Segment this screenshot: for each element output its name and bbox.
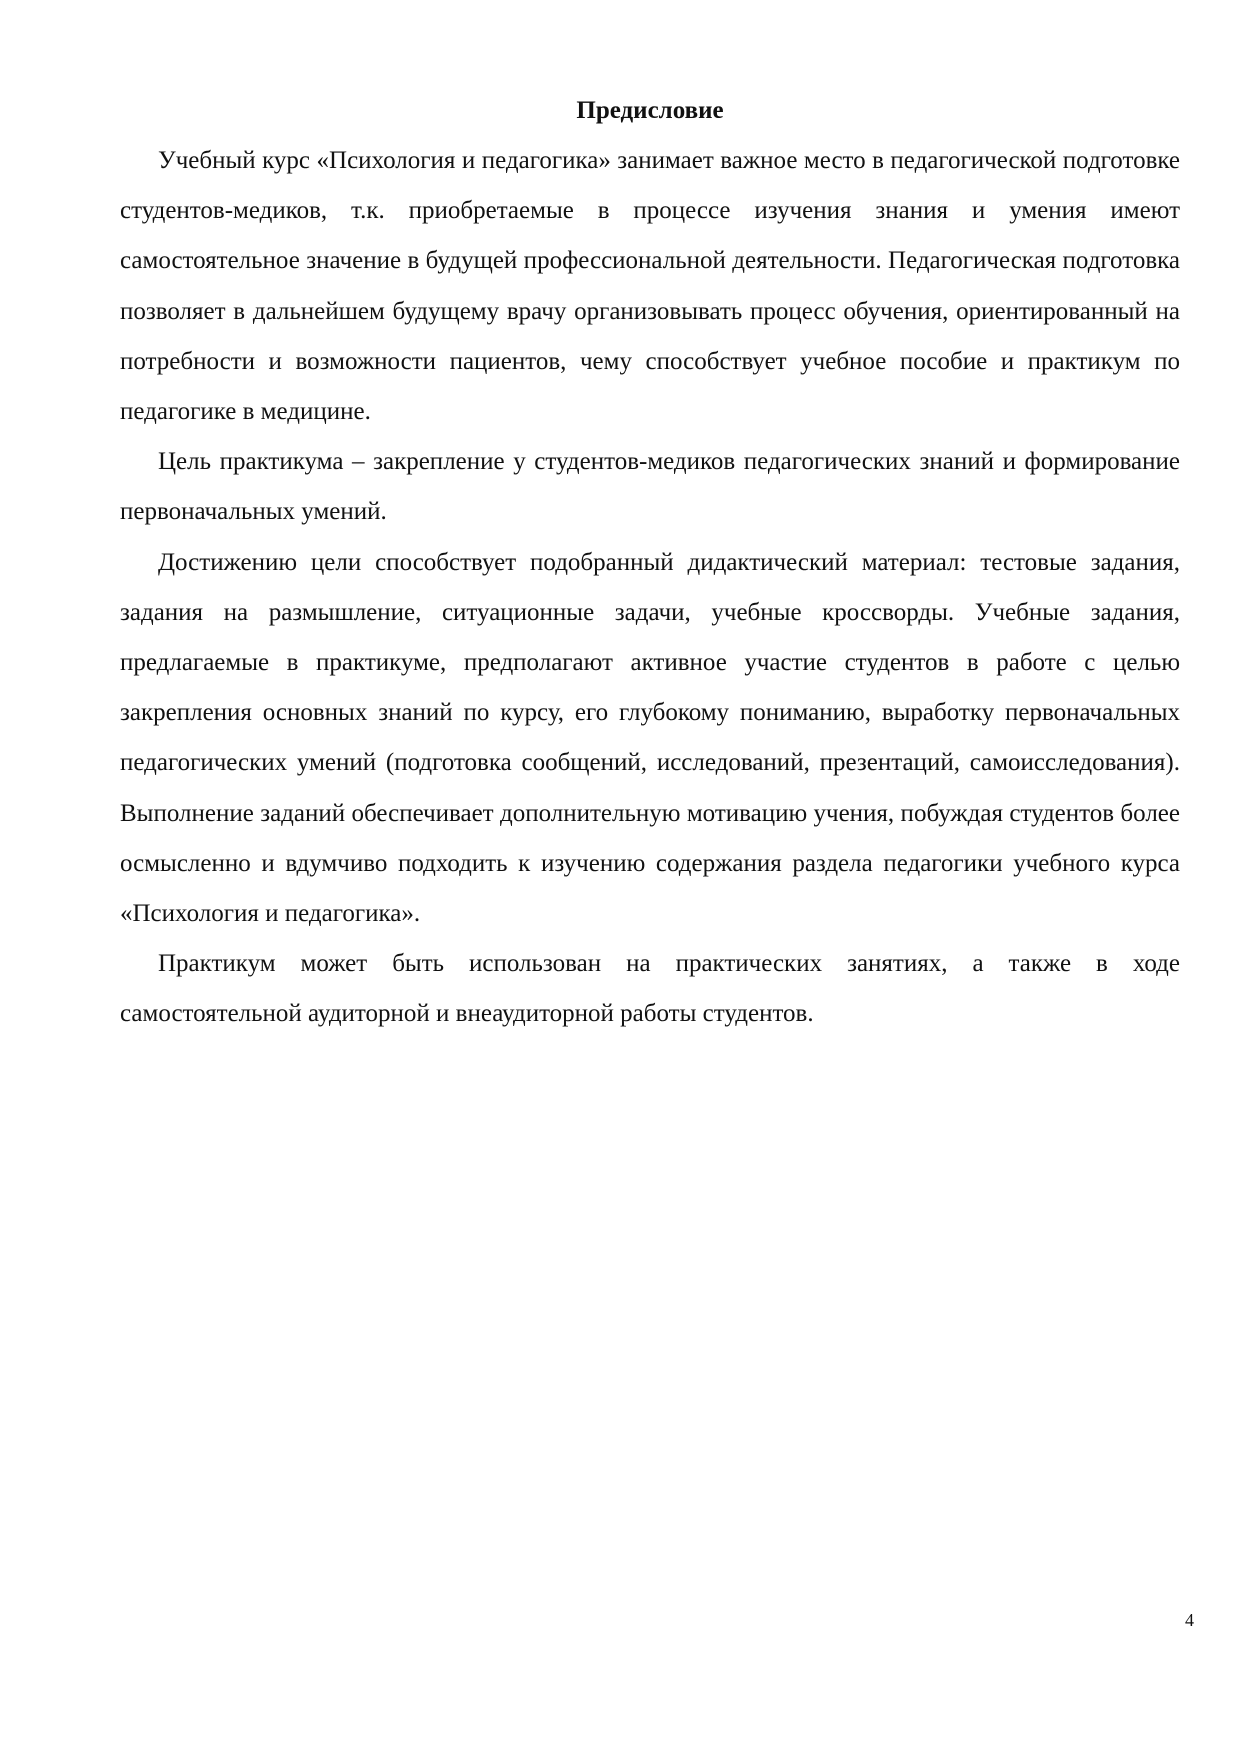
paragraph-goal: Цель практикума – закрепление у студентов-медиков педагогических знаний и формирование первоначальных умений.: [120, 448, 1180, 526]
page-number: 4: [1185, 1610, 1194, 1630]
page-title: Предисловие: [576, 97, 724, 124]
paragraph-usage: Практикум может быть использован на практических занятиях, а также в ходе самостоятельной аудиторной и внеаудиторной работы студентов.: [120, 950, 1180, 1028]
paragraph-intro: Учебный курс «Психология и педагогика» занимает важное место в педагогической подготовке студентов-медиков, т.к. приобретаемые в процессе изучения знания и умения имеют самостоятельное значение в будущей профессиональной деятельности. Педагогическая подготовка позволяет в дальнейшем будущему врачу организовывать процесс обучения, ориентированный на потребности и возможности пациентов, чему способствует учебное пособие и практикум по педагогике в медицине.: [120, 147, 1180, 426]
document-page: [120, 86, 1180, 1040]
paragraph-materials: Достижению цели способствует подобранный дидактический материал: тестовые задания, задания на размышление, ситуационные задачи, учебные кроссворды. Учебные задания, предлагаемые в практикуме, предполагают активное участие студентов в работе с целью закрепления основных знаний по курсу, его глубокому пониманию, выработку первоначальных педагогических умений (подготовка сообщений, исследований, презентаций, самоисследования). Выполнение заданий обеспечивает дополнительную мотивацию учения, побуждая студентов более осмысленно и вдумчиво подходить к изучению содержания раздела педагогики учебного курса «Психология и педагогика».: [120, 548, 1180, 928]
